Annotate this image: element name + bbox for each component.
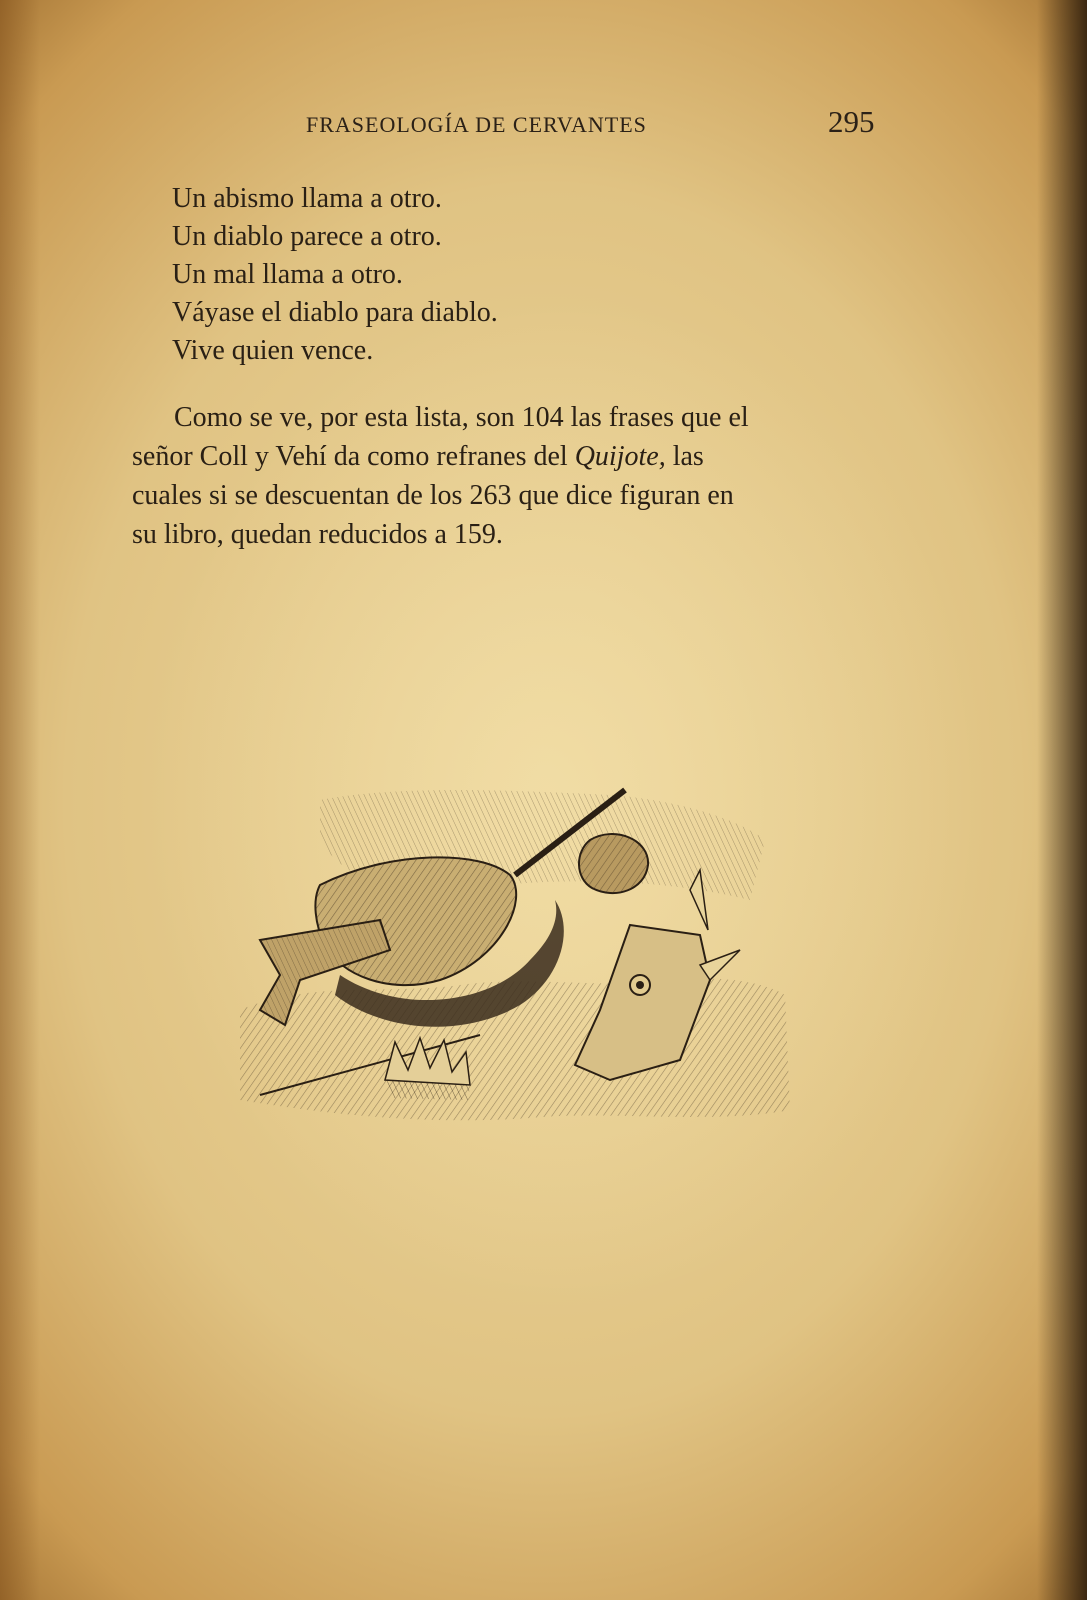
proverb-item: Vive quien vence. (172, 335, 374, 366)
proverb-item: Váyase el diablo para diablo. (172, 297, 498, 328)
page-number: 295 (828, 104, 875, 139)
paragraph-line-2 (132, 441, 704, 473)
proverb-item: Un diablo parece a otro. (172, 221, 442, 252)
paragraph-text: las (665, 441, 704, 472)
book-title-italic: Quijote, (574, 441, 666, 472)
paragraph-line-3: cuales si se descuentan de los 263 que dice figuran en (132, 480, 734, 511)
proverb-item: Un mal llama a otro. (172, 259, 403, 290)
paragraph-line-1: Como se ve, por esta lista, son 104 las frases que el (174, 402, 749, 433)
paragraph-line-4: su libro, quedan reducidos a 159. (132, 519, 503, 550)
proverb-item: Un abismo llama a otro. (172, 183, 442, 214)
paragraph-text: señor Coll y Vehí da como refranes del (132, 441, 575, 472)
running-header: FRASEOLOGÍA DE CERVANTES (306, 112, 647, 137)
armor-engraving-illustration (230, 780, 810, 1150)
proverb-list (172, 180, 498, 370)
